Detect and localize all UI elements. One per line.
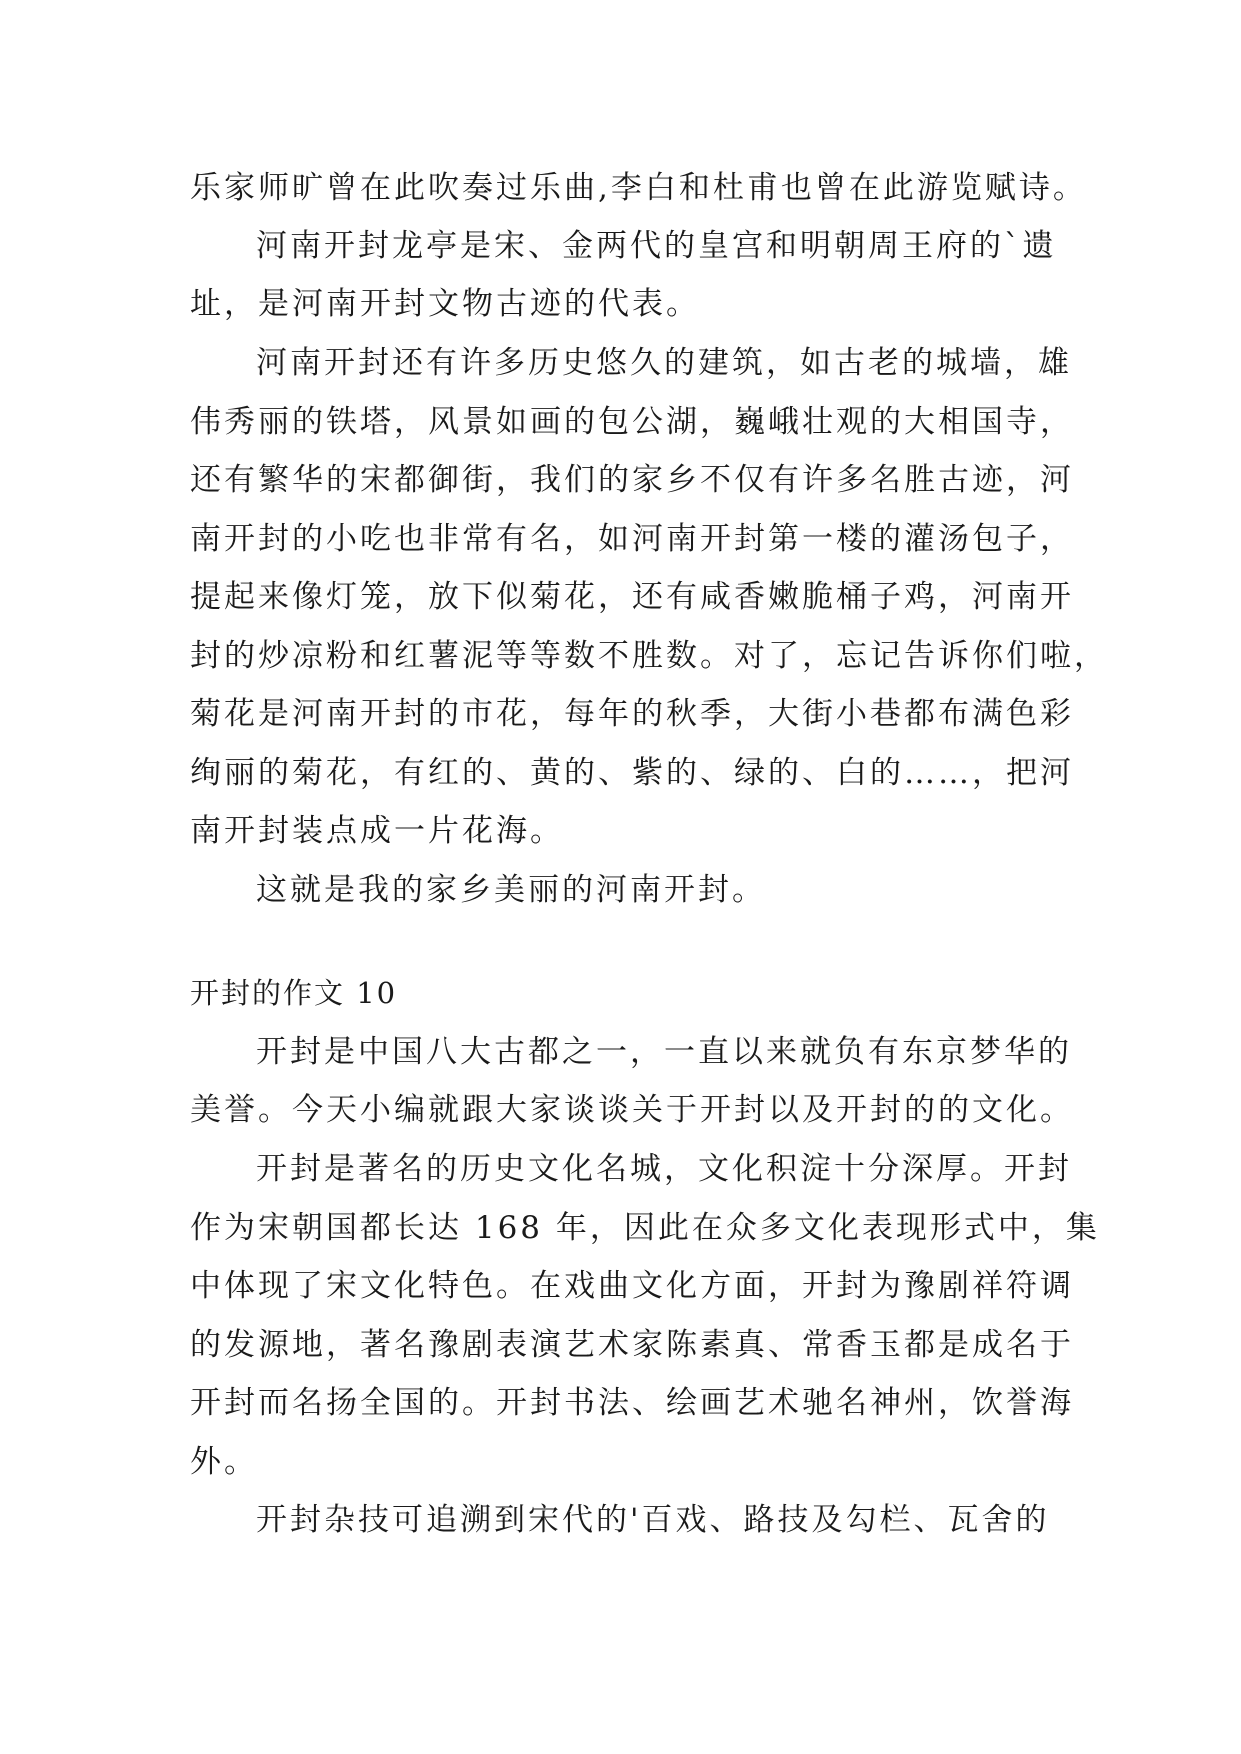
- text-line: 的发源地，著名豫剧表演艺术家陈素真、常香玉都是成名于: [190, 1327, 1074, 1363]
- text-line: 中体现了宋文化特色。在戏曲文化方面，开封为豫剧祥符调: [190, 1268, 1074, 1304]
- text-line: 南开封的小吃也非常有名，如河南开封第一楼的灌汤包子，: [190, 521, 1074, 557]
- text-line: 开封是中国八大古都之一，一直以来就负有东京梦华的: [256, 1034, 1072, 1070]
- text-line: 美誉。今天小编就跟大家谈谈关于开封以及开封的的文化。: [190, 1092, 1074, 1128]
- text-line: 绚丽的菊花，有红的、黄的、紫的、绿的、白的……，把河: [190, 755, 1074, 791]
- text-line: 址，是河南开封文物古迹的代表。: [190, 286, 700, 322]
- text-line: 河南开封还有许多历史悠久的建筑，如古老的城墙，雄: [256, 345, 1072, 381]
- text-line: 河南开封龙亭是宋、金两代的皇宫和明朝周王府的`遗: [256, 228, 1057, 264]
- text-line: 作为宋朝国都长达 168 年，因此在众多文化表现形式中，集: [190, 1210, 1100, 1246]
- text-line: 南开封装点成一片花海。: [190, 813, 564, 849]
- text-line: 伟秀丽的铁塔，风景如画的包公湖，巍峨壮观的大相国寺，: [190, 404, 1074, 440]
- text-line: 还有繁华的宋都御街，我们的家乡不仅有许多名胜古迹，河: [190, 462, 1074, 498]
- text-line: 这就是我的家乡美丽的河南开封。: [256, 872, 766, 908]
- text-line: 开封是著名的历史文化名城，文化积淀十分深厚。开封: [256, 1151, 1072, 1187]
- text-line: 外。: [190, 1444, 258, 1480]
- text-line: 提起来像灯笼，放下似菊花，还有咸香嫩脆桶子鸡，河南开: [190, 579, 1074, 615]
- text-line: 封的炒凉粉和红薯泥等等数不胜数。对了，忘记告诉你们啦，: [190, 638, 1108, 674]
- section-heading: 开封的作文 10: [190, 976, 398, 1010]
- text-line: 开封杂技可追溯到宋代的'百戏、路技及勾栏、瓦舍的: [256, 1502, 1050, 1538]
- text-line: 菊花是河南开封的市花，每年的秋季，大街小巷都布满色彩: [190, 696, 1074, 732]
- text-line: 乐家师旷曾在此吹奏过乐曲,李白和杜甫也曾在此游览赋诗。: [190, 170, 1087, 206]
- text-line: 开封而名扬全国的。开封书法、绘画艺术驰名神州，饮誉海: [190, 1385, 1074, 1421]
